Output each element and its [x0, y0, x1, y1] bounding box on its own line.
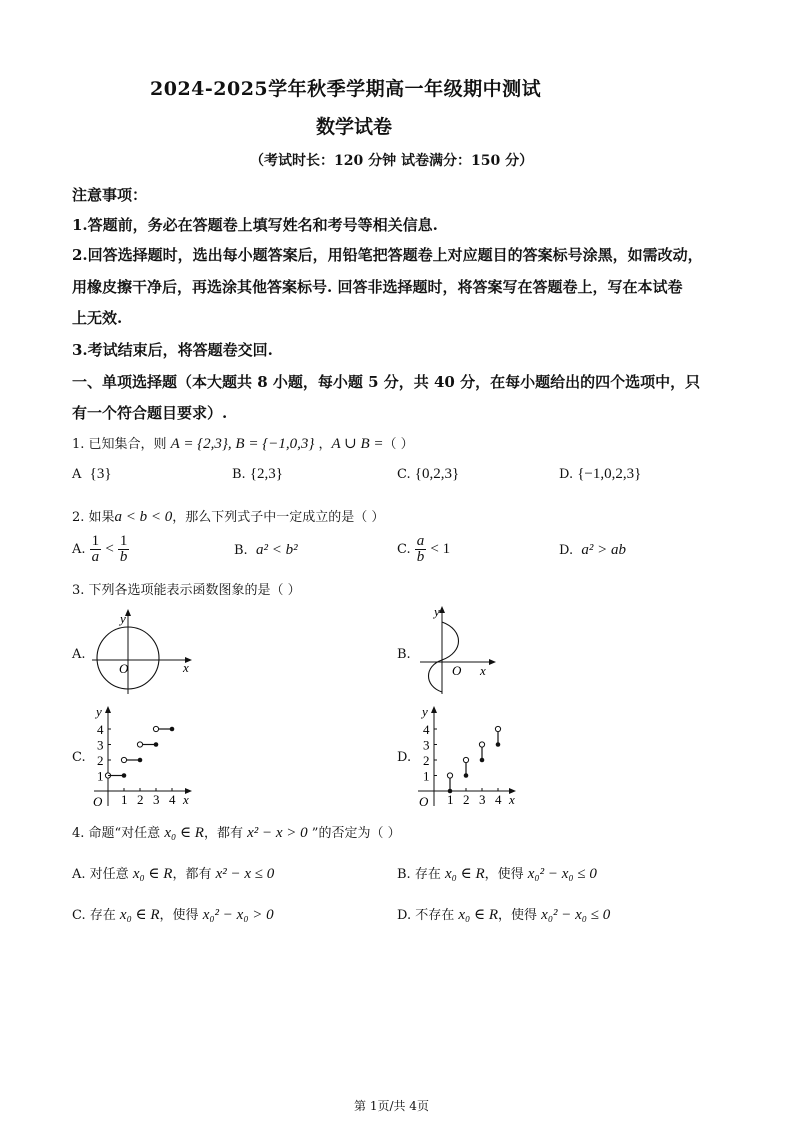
closed-endpoint — [480, 758, 485, 763]
q4-a-label: A. — [72, 867, 86, 882]
q3c-y-arrow — [105, 706, 111, 713]
q4-option-d[interactable] — [397, 904, 610, 924]
q3-stem: 3. 下列各选项能表示函数图象的是（ ） — [72, 583, 301, 598]
q4-a-math1: x₀ ∈ R — [132, 866, 173, 882]
q2-a-num2: 1 — [119, 533, 128, 549]
q2-c-rest: < 1 — [430, 541, 451, 557]
open-endpoint — [153, 726, 158, 731]
q1-b-value: {2,3} — [249, 466, 283, 482]
q4-b-math2: x₀² − x₀ ≤ 0 — [527, 866, 597, 882]
q4-c-text1: 存在 — [89, 908, 120, 923]
section-heading-line2: 有一个符合题目要求）. — [72, 404, 228, 422]
y-tick-label: 3 — [97, 737, 104, 753]
q2-b-value: a² < b² — [255, 542, 298, 558]
q4-d-math1: x₀ ∈ R — [458, 907, 499, 923]
q1-stem — [72, 433, 414, 453]
q4-b-text2: ，使得 — [484, 867, 528, 882]
q4-option-b[interactable] — [397, 863, 597, 883]
q3a-y-label: y — [120, 611, 126, 626]
open-endpoint — [121, 757, 126, 762]
q2-stem — [72, 506, 384, 526]
q2-c-label: C. — [397, 542, 411, 557]
exam-title: 2024-2025学年秋季学期高一年级期中测试 — [150, 78, 542, 100]
q3d-ticks — [423, 722, 502, 807]
q3d-y-label: y — [422, 704, 428, 719]
q4-option-a[interactable] — [72, 863, 274, 883]
q4-stem-math2: x² − x > 0 — [247, 825, 308, 841]
y-tick-label: 2 — [97, 753, 104, 768]
q4-a-text1: 对任意 — [89, 867, 133, 882]
x-tick-label: 3 — [153, 792, 160, 807]
q3b-x-arrow — [489, 659, 496, 665]
q3-a-label[interactable]: A. — [72, 647, 86, 662]
y-tick-label: 4 — [423, 722, 430, 737]
q3d-segments — [447, 726, 500, 793]
note-2-line1: 2.回答选择题时，选出每小题答案后，用铅笔把答题卷上对应题目的答案标号涂黑，如需改动， — [72, 246, 703, 264]
q1-stem-bracket: （ ） — [383, 437, 414, 452]
closed-endpoint — [496, 742, 501, 747]
q2-b-label: B. — [234, 543, 248, 558]
q2-c-frac — [415, 534, 427, 565]
open-endpoint — [479, 742, 484, 747]
open-endpoint — [137, 742, 142, 747]
q3b-curve — [429, 622, 459, 692]
q1-c-value: {0,2,3} — [414, 466, 460, 482]
q1-stem-text: 1. 已知集合，则 — [72, 437, 171, 452]
q1-d-value: {−1,0,2,3} — [577, 466, 642, 482]
x-tick-label: 2 — [137, 792, 144, 807]
q4-a-math2: x² − x ≤ 0 — [215, 866, 275, 882]
note-1: 1.答题前，务必在答题卷上填写姓名和考号等相关信息. — [72, 216, 438, 234]
q1-b-label: B. — [232, 467, 246, 482]
q4-stem-mid: ，都有 — [203, 826, 248, 841]
q3-b-label[interactable]: B. — [397, 647, 411, 662]
x-tick-label: 1 — [121, 792, 128, 807]
y-tick-label: 2 — [423, 753, 430, 768]
note-2-line3: 上无效. — [72, 309, 123, 327]
q4-d-label: D. — [397, 908, 412, 923]
q3a-y-arrow — [125, 609, 131, 616]
q3b-y-label: y — [434, 604, 440, 619]
q3c-ticks — [97, 722, 176, 807]
q1-a-value: {3} — [89, 466, 112, 482]
closed-endpoint — [122, 773, 127, 778]
page-footer: 第 1页/共 4页 — [354, 1099, 429, 1113]
q2-stem-math: a < b < 0 — [114, 509, 173, 525]
q2-option-b[interactable] — [234, 542, 298, 559]
q3c-y-label: y — [96, 704, 102, 719]
q4-option-c[interactable] — [72, 904, 274, 924]
q4-c-label: C. — [72, 908, 86, 923]
y-tick-label: 4 — [97, 722, 104, 737]
notes-heading: 注意事项： — [72, 186, 148, 204]
q2-a-lt: < — [105, 541, 114, 557]
q3-d-label[interactable]: D. — [397, 750, 412, 765]
q1-option-b[interactable] — [232, 466, 283, 483]
q3d-origin: O — [419, 794, 429, 809]
section-heading-line1: 一、单项选择题（本大题共 8 小题，每小题 5 分，共 40 分，在每小题给出的四个选项中，只 — [72, 373, 701, 391]
q1-a-label: A — [72, 467, 82, 482]
closed-endpoint — [154, 742, 159, 747]
q3-graph-d — [412, 702, 522, 810]
q2-a-frac2 — [118, 534, 130, 565]
q2-a-frac1 — [90, 534, 102, 565]
q1-option-a[interactable] — [72, 466, 112, 483]
q1-stem-mid: ， — [314, 437, 332, 452]
q1-option-d[interactable] — [559, 466, 641, 483]
x-tick-label: 3 — [479, 792, 486, 807]
q4-b-label: B. — [397, 867, 411, 882]
x-tick-label: 4 — [495, 792, 502, 807]
note-2-line2: 用橡皮擦干净后，再选涂其他答案标号. 回答非选择题时，将答案写在答题卷上，写在本试卷 — [72, 278, 683, 296]
q1-stem-math: A = {2,3}, B = {−1,0,3} — [170, 436, 315, 452]
note-3: 3.考试结束后，将答题卷交回. — [72, 341, 273, 359]
open-endpoint — [447, 773, 452, 778]
exam-subtitle: 数学试卷 — [316, 116, 393, 138]
q3b-x-label: x — [480, 663, 486, 678]
y-tick-label: 1 — [423, 768, 430, 784]
q1-stem-math2: A ∪ B = — [331, 436, 384, 452]
open-endpoint — [463, 757, 468, 762]
q4-b-math1: x₀ ∈ R — [444, 866, 485, 882]
closed-endpoint — [464, 773, 469, 778]
q3a-origin: O — [119, 661, 129, 676]
q4-c-math1: x₀ ∈ R — [119, 907, 160, 923]
q4-d-math2: x₀² − x₀ ≤ 0 — [541, 907, 611, 923]
q4-stem-math: x₀ ∈ R — [164, 825, 204, 841]
closed-endpoint — [170, 727, 175, 732]
y-tick-label: 1 — [97, 768, 104, 784]
q2-c-num: a — [416, 533, 425, 549]
q2-option-c[interactable] — [397, 534, 450, 565]
q2-d-value: a² > ab — [581, 542, 626, 558]
q3-graph-b — [412, 600, 502, 696]
q3b-origin: O — [452, 663, 462, 678]
x-tick-label: 2 — [463, 792, 470, 807]
q4-stem-text: 4. 命题“对任意 — [72, 826, 165, 841]
exam-info: （考试时长：120 分钟 试卷满分：150 分） — [250, 153, 534, 169]
q1-c-label: C. — [397, 467, 411, 482]
q4-c-text2: ，使得 — [159, 908, 203, 923]
q3c-steps — [105, 726, 174, 778]
x-tick-label: 1 — [447, 792, 454, 807]
x-tick-label: 4 — [169, 792, 176, 807]
q1-d-label: D. — [559, 467, 574, 482]
open-endpoint — [495, 726, 500, 731]
q3c-origin: O — [93, 794, 103, 809]
q2-option-d[interactable] — [559, 542, 626, 559]
q2-option-a[interactable] — [72, 534, 129, 565]
q4-c-math2: x₀² − x₀ > 0 — [202, 907, 274, 923]
q2-a-num1: 1 — [91, 533, 100, 549]
q3-graph-a — [88, 606, 198, 698]
q4-a-text2: ，都有 — [172, 867, 216, 882]
q4-stem — [72, 822, 401, 842]
q3b-y-arrow — [439, 606, 445, 613]
q4-d-text2: ，使得 — [498, 908, 542, 923]
q2-stem-rest: ，那么下列式子中一定成立的是（ ） — [172, 510, 385, 525]
q3-c-label[interactable]: C. — [72, 750, 86, 765]
q4-b-text1: 存在 — [414, 867, 445, 882]
q4-d-text1: 不存在 — [415, 908, 459, 923]
q3d-y-arrow — [431, 706, 437, 713]
q3-graph-c — [88, 702, 198, 810]
q3c-x-label: x — [183, 792, 189, 807]
q2-a-den2: b — [119, 549, 128, 565]
q2-stem-text: 2. 如果 — [72, 510, 115, 525]
q3a-x-label: x — [183, 660, 189, 675]
q1-option-c[interactable] — [397, 466, 459, 483]
y-tick-label: 3 — [423, 737, 430, 753]
q2-a-label: A. — [72, 542, 86, 557]
q2-a-den1: a — [91, 549, 100, 565]
q4-stem-bracket: ”的否定为（ ） — [307, 826, 401, 841]
q2-c-den: b — [416, 549, 425, 565]
q3d-x-label: x — [509, 792, 515, 807]
q2-d-label: D. — [559, 543, 574, 558]
closed-endpoint — [138, 758, 143, 763]
